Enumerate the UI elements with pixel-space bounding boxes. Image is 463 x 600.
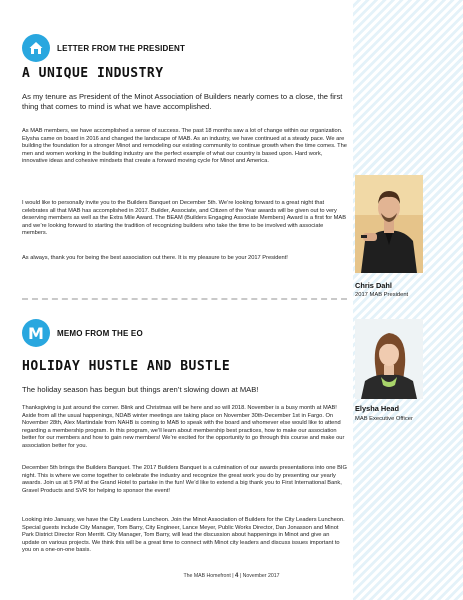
elysha-head-name: Elysha Head bbox=[355, 404, 399, 413]
letter-title: A UNIQUE INDUSTRY bbox=[22, 66, 164, 81]
decorative-stripes bbox=[353, 0, 463, 600]
letter-paragraph: As MAB members, we have accomplished a sense of success. The past 18 months saw a lot of change within our organization. Elysha came on board in 2016 and changed the landscape of MAB. As an industry, we have continued at a steady pace. We are building the foundation for a stronger Minot and remodeling our existing community to continue growth when the time comes. The men and women working in the building industry are the perfect example of what our country is based upon. Hard work, innovative ideas and cohesive mindsets that create a forward moving cycle for Minot and America. bbox=[22, 128, 347, 165]
memo-section-label: MEMO FROM THE EO bbox=[57, 328, 143, 338]
memo-paragraph: Looking into January, we have the City Leaders Luncheon. Join the Minot Association of Builders for the City Leaders Luncheon. Special guests include City Manager, Tom Barry, City Engineer, Lance Meyer, Public Works Director, Dan Jonasson and Minot Park District Director Ron Merritt. City Manager, Tom Barry, will lead the discussion about happenings in Minot and give an update on various projects. We think this will be a great time to connect with Minot city leaders and discuss issues important to you on a one-on-one basis. bbox=[22, 517, 345, 554]
letter-m-icon bbox=[22, 319, 50, 347]
memo-lead: The holiday season has begun but things aren’t slowing down at MAB! bbox=[22, 385, 259, 394]
memo-title: HOLIDAY HUSTLE AND BUSTLE bbox=[22, 359, 231, 374]
elysha-head-role: MAB Executive Officer bbox=[355, 416, 413, 422]
footer-publication: The MAB Homefront | bbox=[183, 573, 234, 579]
letter-lead: As my tenure as President of the Minot Association of Builders nearly comes to a close, the first thing that comes to mind is what we have accomplished. bbox=[22, 92, 343, 111]
chris-dahl-name: Chris Dahl bbox=[355, 281, 392, 290]
memo-paragraph: Thanksgiving is just around the corner. Blink and Christmas will be here and so will 2018. November is a busy month at MAB! Aside from all the usual happenings, NDAB winter meetings are taking place on November 30th-December 1st in Fargo. On November 28th, Alex Martindale from NAHB is coming to MAB to speak with the board and whomever else would like to attend regarding a membership program. In this program, we’ll learn about membership best practices, how to make our association better for our members and how to gain new members! We’re excited for the opportunity to go through this course and make our association better for you. bbox=[22, 405, 345, 449]
footer-date: | November 2017 bbox=[239, 573, 280, 579]
letter-section-label: LETTER FROM THE PRESIDENT bbox=[57, 43, 186, 53]
section-divider bbox=[22, 298, 347, 300]
house-icon bbox=[22, 34, 50, 62]
elysha-head-photo bbox=[355, 319, 423, 399]
letter-section-header bbox=[22, 34, 185, 62]
chris-dahl-photo bbox=[355, 175, 423, 273]
memo-paragraph: December 5th brings the Builders Banquet. The 2017 Builders Banquet is a culmination of our awards presentations into one BIG night. This is where we come together to celebrate the industry and recognize the great work you do by presenting our yearly awards. Join us at 5 PM at the Grand Hotel to partake in the fun! We’d like to extend a big thank you to First International Bank, Gravel Products and SVR for helping to sponsor the event! bbox=[22, 465, 347, 494]
chris-dahl-role: 2017 MAB President bbox=[355, 292, 409, 298]
page-footer bbox=[0, 573, 463, 579]
memo-icon-letter: M bbox=[28, 323, 44, 343]
letter-paragraph: I would like to personally invite you to the Builders Banquet on December 5th. We’re looking forward to a great night that celebrates all that MAB has accomplished in 2017. Builder, Associate, and Citizen of the Year awards will be given out to very deserving members as well as the Extra Mile Award. The BEAM (Builders Engaging Associate Members) Award is a first for MAB and we’re looking forward to starting the tradition of recognizing builders who take the time to be involved with associate members. bbox=[22, 200, 347, 237]
memo-section-header bbox=[22, 319, 143, 347]
letter-paragraph: As always, thank you for being the best association out there. It is my pleasure to be your 2017 President! bbox=[22, 255, 288, 261]
page-number: 4 bbox=[235, 573, 239, 579]
